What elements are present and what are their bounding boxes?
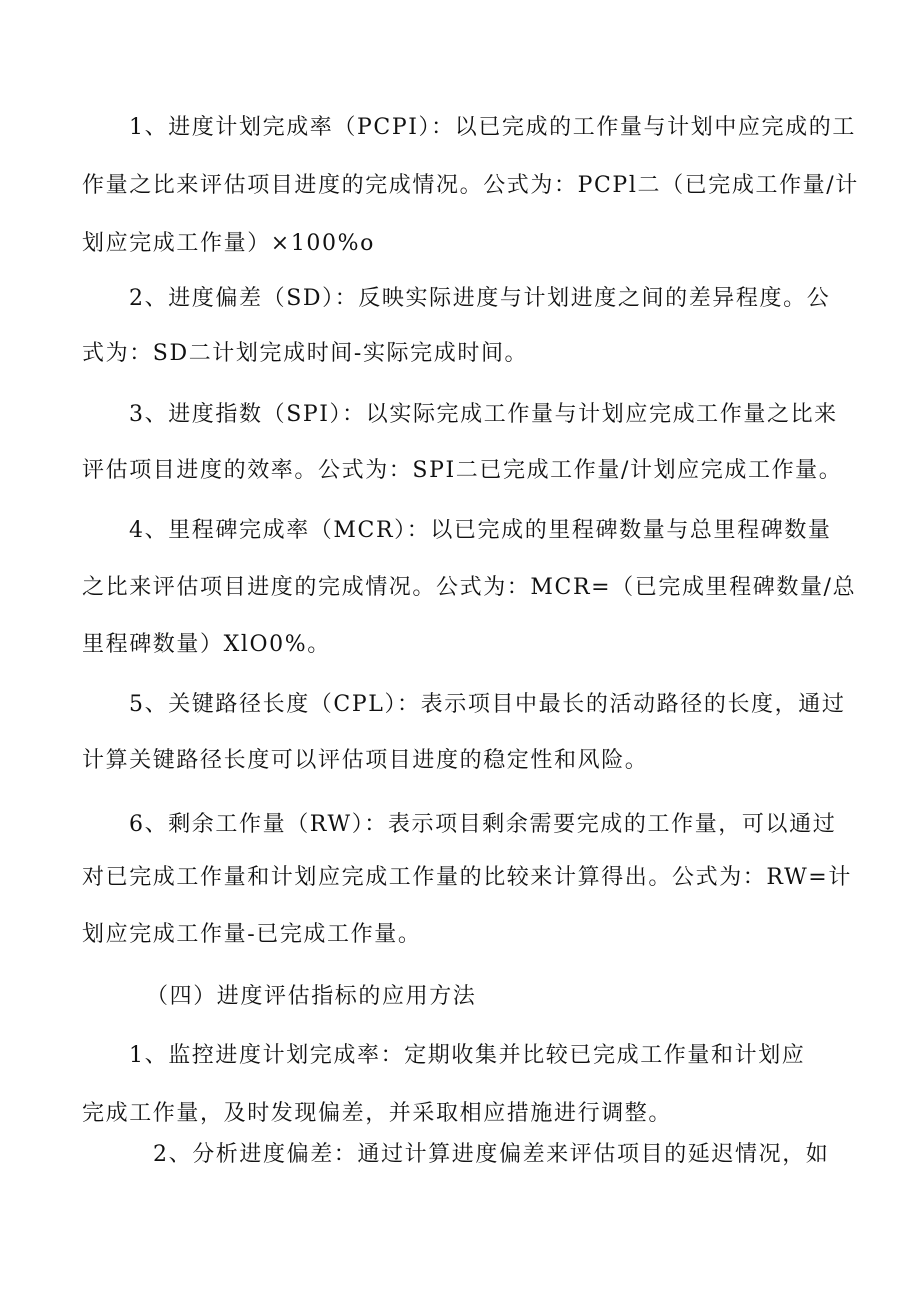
paragraph-1-line-1: 1、进度计划完成率（PCPI）：以已完成的工作量与计划中应完成的工 xyxy=(129,115,856,140)
paragraph-2-line-2: 式为：SD二计划完成时间-实际完成时间。 xyxy=(82,341,529,366)
paragraph-3-line-1: 3、进度指数（SPI）：以实际完成工作量与计划应完成工作量之比来 xyxy=(129,402,838,427)
paragraph-7-line-1: 1、监控进度计划完成率：定期收集并比较已完成工作量和计划应 xyxy=(129,1043,806,1068)
paragraph-6-line-3: 划应完成工作量-已完成工作量。 xyxy=(82,922,422,947)
paragraph-4-line-2: 之比来评估项目进度的完成情况。公式为：MCR=（已完成里程碑数量/总 xyxy=(82,575,857,600)
paragraph-5-line-2: 计算关键路径长度可以评估项目进度的稳定性和风险。 xyxy=(82,748,649,773)
paragraph-7-line-2: 完成工作量，及时发现偏差，并采取相应措施进行调整。 xyxy=(82,1101,673,1126)
paragraph-4-line-1: 4、里程碑完成率（MCR）：以已完成的里程碑数量与总里程碑数量 xyxy=(129,518,832,543)
paragraph-5-line-1: 5、关键路径长度（CPL）：表示项目中最长的活动路径的长度，通过 xyxy=(129,692,846,717)
paragraph-8-line-1: 2、分析进度偏差：通过计算进度偏差来评估项目的延迟情况，如 xyxy=(153,1142,830,1167)
paragraph-4-line-3: 里程碑数量）XlO0%。 xyxy=(82,632,331,657)
paragraph-6-line-2: 对已完成工作量和计划应完成工作量的比较来计算得出。公式为：RW=计 xyxy=(82,865,852,890)
paragraph-3-line-2: 评估项目进度的效率。公式为：SPI二已完成工作量/计划应完成工作量。 xyxy=(82,458,843,483)
paragraph-1-line-3: 划应完成工作量）×100%o xyxy=(82,231,375,256)
paragraph-1-line-2: 作量之比来评估项目进度的完成情况。公式为：PCPl二（已完成工作量/计 xyxy=(82,173,859,198)
paragraph-6-line-1: 6、剩余工作量（RW）：表示项目剩余需要完成的工作量，可以通过 xyxy=(129,812,837,837)
section-heading: （四）进度评估指标的应用方法 xyxy=(146,984,477,1009)
paragraph-2-line-1: 2、进度偏差（SD）：反映实际进度与计划进度之间的差异程度。公 xyxy=(129,286,831,311)
